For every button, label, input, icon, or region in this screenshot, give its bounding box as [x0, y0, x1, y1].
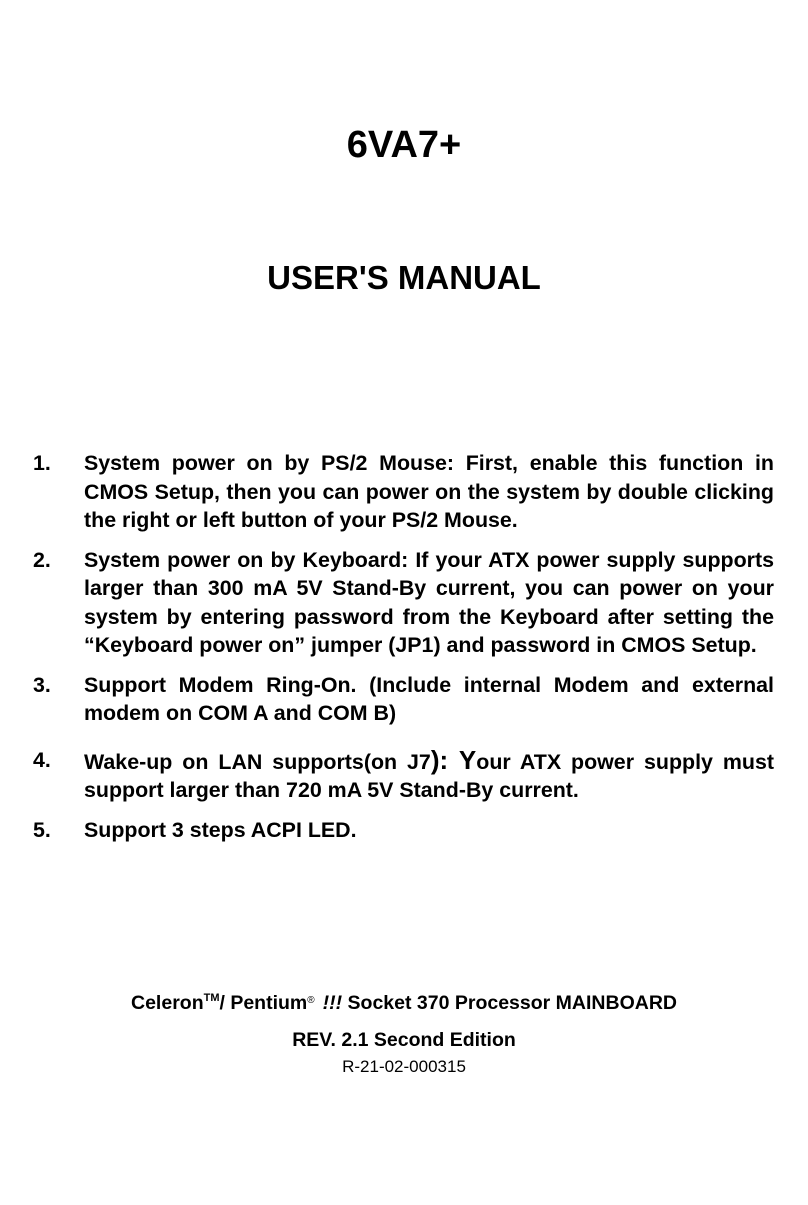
feature-item-4 — [33, 746, 774, 805]
celeron-label: Celeron — [131, 992, 204, 1014]
pentium-suffix: !!! — [322, 992, 343, 1014]
feature-text: Support Modem Ring-On. (Include internal Modem and external modem on COM A and COM B) — [84, 672, 774, 725]
feature-text-part2: our ATX power supply must support larger than 720 mA 5V Stand-By current. — [84, 749, 774, 802]
revision-line: REV. 2.1 Second Edition — [292, 1029, 516, 1051]
manual-title: USER'S MANUAL — [267, 259, 541, 296]
feature-number: 4. — [33, 747, 51, 772]
pentium-label: / Pentium — [219, 992, 308, 1014]
feature-number: 3. — [33, 672, 51, 697]
feature-text-large: ): Y — [430, 744, 477, 775]
feature-item-2 — [33, 546, 774, 660]
feature-item-3 — [33, 671, 774, 728]
feature-number: 5. — [33, 817, 51, 842]
feature-text-part1: Wake-up on LAN supports(on J7 — [84, 749, 431, 774]
feature-text: System power on by Keyboard: If your ATX power supply supports larger than 300 mA 5V Stand-By current, you can power on your system by entering password from the Keyboard after setting the “Keyboard power on” jumper (JP1) and password in CMOS Setup. — [84, 547, 774, 657]
feature-number: 1. — [33, 451, 51, 475]
trademark-mark: TM — [203, 992, 220, 1004]
feature-text — [84, 746, 774, 805]
feature-item-1 — [33, 449, 774, 535]
registered-mark: ® — [307, 995, 315, 1006]
feature-list — [33, 449, 774, 855]
processor-label: Socket 370 Processor MAINBOARD — [347, 992, 677, 1014]
model-title: 6VA7+ — [346, 124, 462, 166]
document-number: R-21-02-000315 — [342, 1057, 466, 1076]
processor-line — [0, 990, 808, 1016]
feature-text: Support 3 steps ACPI LED. — [84, 817, 357, 842]
feature-item-5 — [33, 816, 774, 845]
feature-text: System power on by PS/2 Mouse: First, enable this function in CMOS Setup, then you can power on the system by double clicking the right or left button of your PS/2 Mouse. — [84, 451, 774, 532]
feature-number: 2. — [33, 547, 51, 572]
